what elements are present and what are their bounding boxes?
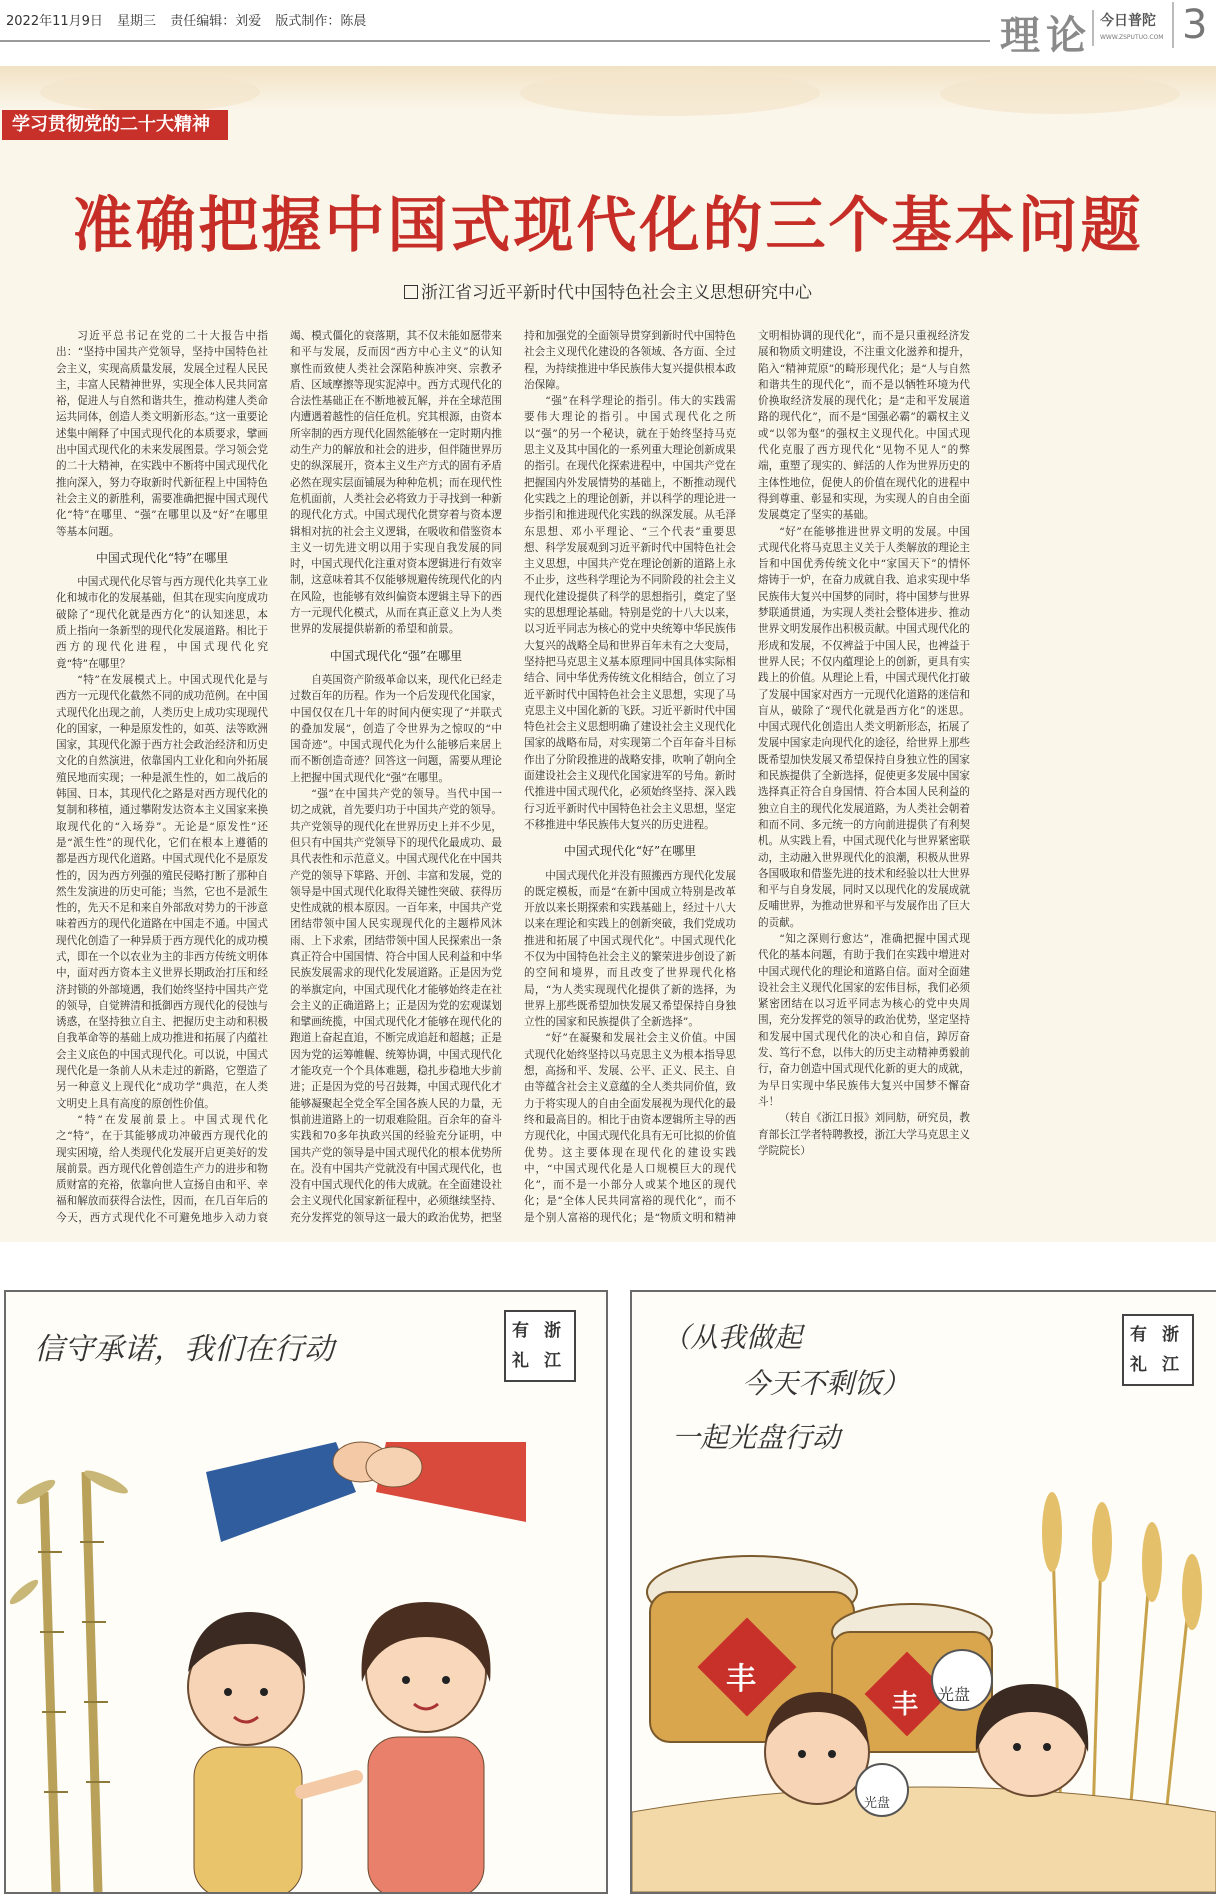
boy-shirt bbox=[194, 1747, 302, 1892]
paper-url: WWW.ZSPUTUO.COM bbox=[1100, 34, 1164, 41]
editor-credit: 责任编辑：刘爱 bbox=[170, 14, 262, 29]
stamp-char: 有 bbox=[1130, 1325, 1147, 1345]
article-paragraph: “特”在发展前景上。中国式现代化之“特”，在于其能够成功冲破西方现代化的现实困境，给人类现代化发展开启更美好的发展前景。西方现代化曾创造生产力的进步和物质财富的充裕，依靠向世人宣扬自由和平、幸福和解放而获得合法性，因而，在几百年后的今天，西方式现代化不可避免地步入动力衰竭、模式僵化的衰落期，其不仅未能如愿带来和平与发展，反而因“西方中心主义”的认知禀性而致使人类社会深陷种族冲突、宗教矛盾、区域摩擦等现实泥淖中。西方式现代化的合法性基础正在不断地被瓦解，并在全球范围内遭遇着越性的信任危机。究其根源，由资本所宰制的西方现代化固然能够在一定时期内推动生产力的解放和社会的进步，但伴随世界历史的纵深展开，资本主义生产方式的固有矛盾必然在现实层面铺展为种种危机；而在现代性危机面前，人类社会必将致力于寻找到一种新的现代化方式。中国式现代化贯穿着与资本逻辑相对抗的社会主义逻辑，在吸收和借鉴资本主义一切先进文明以用于实现自我发展的同时，中国式现代化注重对资本逻辑进行有效宰制，这意味着其不仅能够规避传统现代化的内在风险，也能够有效纠偏资本逻辑主导下的西方一元现代化模式，从而在真正意义上为人类世界的发展提供崭新的希望和前景。 bbox=[56, 330, 502, 1224]
plate-label: 光盘 bbox=[864, 1796, 891, 1811]
article-byline bbox=[0, 278, 1216, 303]
plate-label: 光盘 bbox=[938, 1685, 971, 1704]
cartoon-caption-line-2: 今天不剩饭） bbox=[742, 1367, 911, 1400]
section-heading: 中国式现代化“好”在哪里 bbox=[563, 844, 697, 859]
stamp-char: 浙 bbox=[1162, 1325, 1179, 1345]
table bbox=[632, 1787, 1216, 1892]
paper-logo bbox=[1092, 10, 1172, 46]
bamboo-leaves bbox=[7, 1466, 130, 1607]
stamp-seal-icon bbox=[1122, 1314, 1194, 1386]
masthead-info bbox=[6, 10, 376, 29]
article-body bbox=[56, 328, 1204, 1228]
promise-illustration bbox=[6, 1292, 606, 1892]
handshake bbox=[302, 1777, 356, 1792]
column-tag: 学习贯彻党的二十大精神 bbox=[2, 110, 228, 140]
cloud-decoration bbox=[40, 72, 260, 112]
cartoon-promise bbox=[4, 1290, 608, 1894]
stamp-char: 江 bbox=[544, 1351, 561, 1371]
article-paragraph: （转自《浙江日报》刘同舫，研究员，教育部长江学者特聘教授，浙江大学马克思主义学院院长） bbox=[758, 1112, 970, 1157]
stamp-char: 浙 bbox=[544, 1321, 561, 1341]
paper-name: 今日普陀 bbox=[1100, 13, 1156, 29]
article-paragraph: “知之深则行愈达”，准确把握中国式现代化的基本问题，有助于我们在实践中增进对中国式现代化的理论和道路自信。面对全面建设社会主义现代化国家的宏伟目标，我们必须紧密团结在以习近平同志为核心的党中央周围，充分发挥党的领导的政治优势，坚定坚持和发展中国式现代化的决心和自信，踔厉奋发、笃行不怠，以伟大的历史主动精神勇毅前行，奋力创造中国式现代化新的更大的成就，为早日实现中华民族伟大复兴中国梦不懈奋斗！ bbox=[758, 932, 970, 1108]
article-paragraph: “好”在能够推进世界文明的发展。中国式现代化将马克思主义关于人类解放的理论主旨和中国优秀传统文化中“家国天下”的情怀熔铸于一炉，在奋力成就自我、追求实现中华民族伟大复兴中国梦的同时，将中国梦与世界梦联通贯通，为实现人类社会整体进步、推动世界文明发展作出积极贡献。中国式现代化的形成和发展，不仅裨益于中国人民，也裨益于世界人民；不仅内蕴理论上的创新，更具有实践上的价值。从理论上看，中国式现代化打破了发展中国家对西方一元现代化道路的迷信和盲从，破除了“现代化就是西方化”的迷思。中国式现代化创造出人类文明新形态，拓展了发展中国家走向现代化的途径，给世界上那些既希望加快发展又希望保持自身独立性的国家和民族提供了全新选择，促使更多发展中国家选择真正符合自身国情、符合本国人民利益的独立自主的现代化发展道路，为人类社会朝着和而不同、多元统一的方向前进提供了有利契机。从实践上看，中国式现代化与世界紧密联动，主动融入世界现代化的浪潮，积极从世界各国吸取和借鉴先进的技术和经验以壮大世界和平与自身发展，同时又以现代化的发展成就反哺世界，为推动世界和平与发展作出了巨大的贡献。 bbox=[758, 525, 970, 929]
article-paragraph: “特”在发展模式上。中国式现代化是与西方一元现代化截然不同的成功范例。在中国式现代化出现之前，人类历史上成功实现现代化的国家，一种是原发性的，如英、法等欧洲国家，其现代化源于西方社会政治经济和历史文化的自然演进，依靠国内工业化和向外拓展殖民地而实现；一种是派生性的，如二战后的韩国、日本，其现代化之路是对西方现代化的复制和移植，通过攀附发达资本主义国家来换取现代化的“入场券”。无论是“原发性”还是“派生性”的现代化，它们在根本上遵循的都是西方现代化道路。中国式现代化不是原发性的，因为西方列强的殖民侵略打断了那种自然生发演进的历史可能；当然，它也不是派生性的，先天不足和来自外部敌对势力的干涉意味着西方的现代化道路在中国走不通。中国式现代化创造了一种异质于西方现代化的成功模式，即在一个以农业为主的非西方传统文明体中，面对西方资本主义世界长期政治打压和经济封锁的外部境遇，我们始终坚持中国共产党的领导，自觉辨清和抵御西方现代化的侵蚀与诱惑，在坚持独立自主、把握历史主动和积极自我革命等的基础上成功推进和拓展了内蕴社会主义底色的中国式现代化。可以说，中国式现代化是一条前人从未走过的新路，它塑造了另一种意义上现代化“成功学”典范，在人类文明史上具有高度的原创性价值。 bbox=[56, 673, 268, 1110]
masthead-rule bbox=[0, 40, 990, 42]
cloud-decoration bbox=[520, 70, 820, 116]
article-paragraph: 中国式现代化并没有照搬西方现代化发展的既定模板，而是“在新中国成立特别是改革开放以来长期探索和实践基础上，经过十八大以来在理论和实践上的创新突破，我们党成功推进和拓展了中国式现代化”。中国式现代化不仅为中国特色社会主义的繁荣进步创设了新的空间和境界，而且改变了世界现代化格局，“为人类实现现代化提供了新的选择，为世界上那些既希望加快发展又希望保持自身独立性的国家和民族提供了全新选择”。 bbox=[524, 869, 736, 1029]
fortune-sign-text: 丰 bbox=[726, 1662, 756, 1697]
cloud-decoration bbox=[940, 74, 1180, 114]
article-paragraph: 习近平总书记在党的二十大报告中指出：“坚持中国共产党领导，坚持中国特色社会主义，实现高质量发展，发展全过程人民民主，丰富人民精神世界，实现全体人民共同富裕，促进人与自然和谐共生，推动构建人类命运共同体，创造人类文明新形态。”这一重要论述集中阐释了中国式现代化的本质要求，擘画出中国式现代化的未来发展图景。学习领会党的二十大精神，在实践中不断将中国式现代化推向深入，努力夺取新时代新征程上中国特色社会主义的新胜利，需要准确把握中国式现代化“特”在哪里、“强”在哪里以及“好”在哪里等基本问题。 bbox=[56, 330, 268, 538]
bamboo-icon bbox=[44, 1472, 98, 1892]
article-paragraph: “好”在凝聚和发展社会主义价值。中国式现代化始终坚持以马克思主义为根本指导思想，高扬和平、发展、公平、正义、民主、自由等蕴含社会主义意蕴的全人类共同价值，致力于将实现人的自由全面发展视为现代化的最终和最高目的。相比于由资本逻辑所主导的西方现代化，中国式现代化具有无可比拟的价值优势。这主要体现在现代化的建设实践中，“中国式现代化是人口规模巨大的现代化”，而不是一小部分人或某个地区的现代化；是“全体人民共同富裕的现代化”，而不是个别人富裕的现代化；是“物质文明和精神文明相协调的现代化”，而不是只重视经济发展和物质文明建设，不注重文化滋养和提升，陷入“精神荒原”的畸形现代化；是“人与自然和谐共生的现代化”，而不是以牺牲环境为代价换取经济发展的现代化；是“走和平发展道路的现代化”，而不是“国强必霸”的霸权主义或“以邻为壑”的强权主义现代化。中国式现代化克服了西方现代化“见物不见人”的弊端，重塑了现实的、鲜活的人作为世界历史的主体性地位，促使人的价值在现代化的进程中得到尊重、彰显和实现，为实现人的自由全面发展奠定了坚实的基础。 bbox=[524, 330, 970, 1224]
article-paragraph: “强”在科学理论的指引。伟大的实践需要伟大理论的指引。中国式现代化之所以“强”的另一个秘诀，就在于始终坚持马克思主义及其中国化的一系列重大理论创新成果的指引。在现代化探索进程中，中国共产党在把握国内外发展情势的基础上，不断推动现代化实践之上的理论创新，并以科学的理论进一步指引和推进现代化实践的纵深发展。从毛泽东思想、邓小平理论、“三个代表”重要思想、科学发展观到习近平新时代中国特色社会主义思想，中国共产党在理论创新的道路上永不止步，这些科学理论为不同阶段的社会主义现代化建设提供了科学的思想指引，奠定了坚实的思想理论基础。特别是党的十八大以来，以习近平同志为核心的党中央统筹中华民族伟大复兴的战略全局和世界百年未有之大变局，坚持把马克思主义基本原理同中国具体实际相结合、同中华优秀传统文化相结合，创立了习近平新时代中国特色社会主义思想，实现了马克思主义中国化新的飞跃。习近平新时代中国特色社会主义思想明确了建设社会主义现代化国家的战略布局，对实现第二个百年奋斗目标作出了分阶段推进的战略安排，吹响了朝向全面建设社会主义现代化国家进军的号角。新时代推进中国式现代化，必须始终坚持、深入践行习近平新时代中国特色社会主义思想，坚定不移推进中华民族伟大复兴的历史进程。 bbox=[524, 395, 736, 831]
section-heading: 中国式现代化“特”在哪里 bbox=[95, 550, 229, 565]
girl-shirt bbox=[368, 1737, 484, 1892]
page-number: 3 bbox=[1172, 2, 1207, 48]
cartoon-strip bbox=[0, 1280, 1216, 1904]
section-heading: 中国式现代化“强”在哪里 bbox=[329, 648, 463, 663]
masthead bbox=[0, 0, 1216, 58]
stamp-char: 礼 bbox=[512, 1351, 529, 1371]
stamp-char: 礼 bbox=[1130, 1355, 1147, 1375]
stamp-char: 有 bbox=[512, 1321, 529, 1341]
article-paragraph: 中国式现代化尽管与西方现代化共享工业化和城市化的发展基础，但其在现实向度成功破除了“现代化就是西方化”的认知迷思，本质上指向一条新型的现代化发展道路。相比于西方的现代化进程，中国式现代化究竟“特”在哪里？ bbox=[56, 576, 268, 670]
byline-box-icon bbox=[404, 285, 418, 299]
issue-weekday: 星期三 bbox=[117, 14, 157, 29]
fortune-sign-text: 丰 bbox=[892, 1690, 919, 1720]
stamp-seal-icon bbox=[504, 1310, 576, 1382]
layout-credit: 版式制作：陈晨 bbox=[275, 14, 367, 29]
cartoon-caption-line-1: （从我做起 bbox=[662, 1321, 803, 1354]
article-block bbox=[0, 66, 1216, 1242]
article-headline: 准确把握中国式现代化的三个基本问题 bbox=[72, 191, 1144, 261]
section-title: 理论 bbox=[1000, 13, 1092, 59]
issue-date: 2022年11月9日 bbox=[6, 14, 103, 29]
article-paragraph: “强”在中国共产党的领导。当代中国一切之成就，首先要归功于中国共产党的领导。共产党领导的现代化在世界历史上并不少见，但只有中国共产党领导下的现代化最成功、最具代表性和示范意义。中国式现代化在中国共产党的领导下筚路、开创、丰富和发展，党的领导是中国式现代化取得关键性突破、获得历史性成就的根本原因。一百年来，中国共产党团结带领中国人民实现现代化的主题栉风沐雨、上下求索，团结带领中国人民探索出一条真正符合中国国情、符合中国人民利益和中华民族发展需求的现代化发展道路。正是因为党的举旗定向，中国式现代化才能够始终走在社会主义的正确道路上；正是因为党的宏观谋划和擘画统揽，中国式现代化才能够在现代化的跑道上奋起直追，不断完成追赶和超越；正是因为党的运筹帷幄、统筹协调，中国式现代化才能攻克一个个具体难题，稳扎步稳地大步前进；正是因为党的号召鼓舞，中国式现代化才能够凝聚起全党全军全国各族人民的力量，无惧前进道路上的一切艰难险阻。百余年的奋斗实践和70多年执政兴国的经验充分证明，中国共产党的领导是中国式现代化的根本优势所在。没有中国共产党就没有中国式现代化，也没有中国式现代化的伟大成就。在全面建设社会主义现代化国家新征程中，必须继续坚持、充分发挥党的领导这一最大的政治优势，把坚持和加强党的全面领导贯穿到新时代中国特色社会主义现代化建设的各领域、各方面、全过程，为持续推进中华民族伟大复兴提供根本政治保障。 bbox=[290, 330, 736, 1224]
cartoon-caption: 信守承诺，我们在行动 bbox=[34, 1332, 334, 1367]
article-paragraph: 自英国资产阶级革命以来，现代化已经走过数百年的历程。作为一个后发现代化国家，中国仅仅在几十年的时间内便实现了“并联式的叠加发展”，创造了令世界为之惊叹的“中国奇迹”。中国式现代化为什么能够后来居上而不断创造奇迹？回答这一问题，需要从理论上把握中国式现代化“强”在哪里。 bbox=[290, 673, 502, 784]
stamp-char: 江 bbox=[1162, 1355, 1179, 1375]
hand-right bbox=[366, 1447, 422, 1487]
byline-text: 浙江省习近平新时代中国特色社会主义思想研究中心 bbox=[421, 283, 812, 303]
wheat-ears bbox=[1042, 1492, 1202, 1630]
cartoon-caption-line-3: 一起光盘行动 bbox=[672, 1421, 841, 1454]
cartoon-clean-plate bbox=[630, 1290, 1216, 1894]
